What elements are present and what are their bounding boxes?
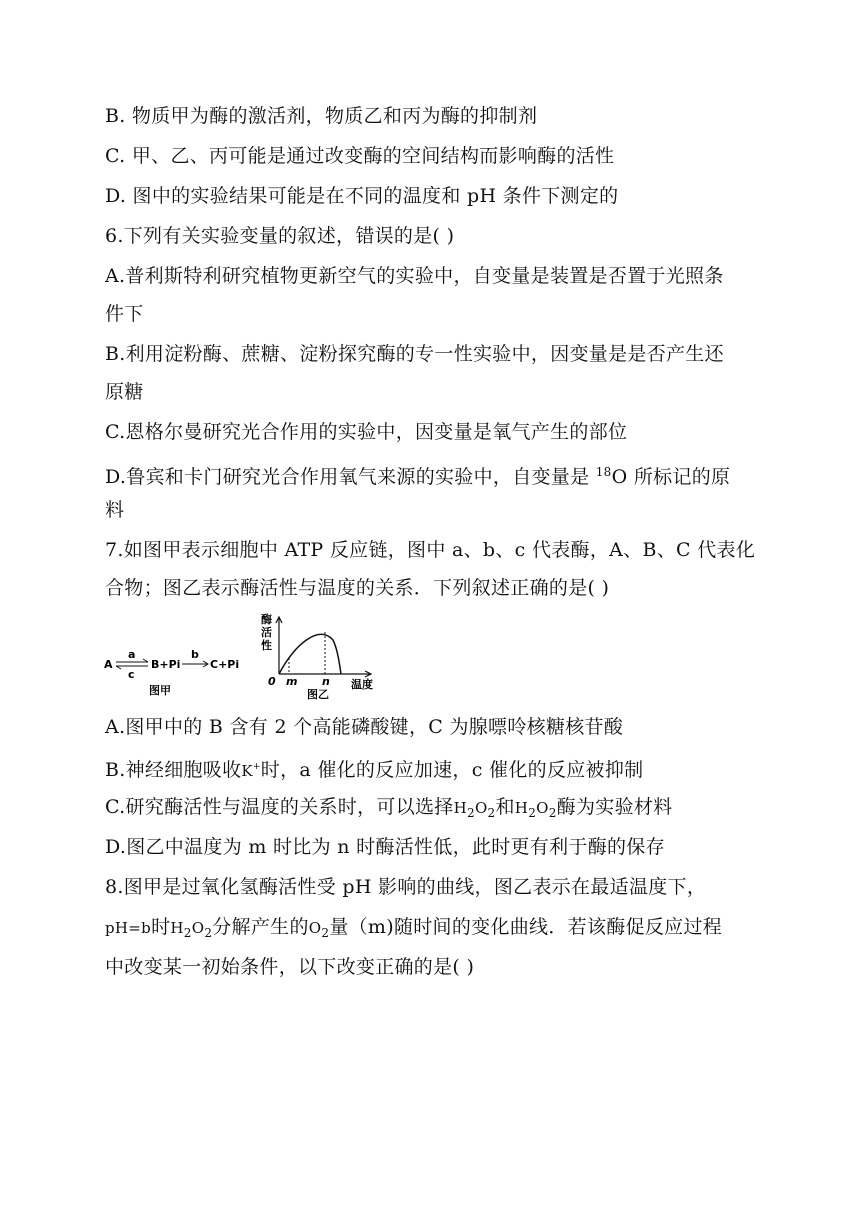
q5-option-c: C. 甲、乙、丙可能是通过改变酶的空间结构而影响酶的活性 [105, 145, 615, 167]
q6-option-d: D.鲁宾和卡门研究光合作用氧气来源的实验中，自变量是 $^{18}$O 所标记的原 [105, 465, 731, 488]
q6-option-a-cont: 件下 [105, 303, 144, 325]
q8-stem-line1: 8.图甲是过氧化氢酶活性受 pH 影响的曲线，图乙表示在最适温度下， [105, 876, 707, 898]
q7-option-b: B.神经细胞吸收K+时，a 催化的反应加速，c 催化的反应被抑制 [105, 759, 644, 781]
fig-yi-ylabel-1: 酶 [261, 613, 272, 626]
q6-stem: 6.下列有关实验变量的叙述，错误的是( ) [105, 225, 455, 247]
q6-option-d-cont: 料 [105, 499, 125, 521]
q7-option-c: C.研究酶活性与温度的关系时，可以选择$H_2O_2$和$H_2O_2$酶为实验材料 [105, 796, 673, 820]
fig-yi-m: m [286, 675, 298, 688]
q7-stem-line1: 7.如图甲表示细胞中 ATP 反应链，图中 a、b、c 代表酶，A、B、C 代表化 [105, 539, 756, 561]
fig-yi-ylabel-2: 活 [261, 626, 272, 639]
q5-option-b: B. 物质甲为酶的激活剂，物质乙和丙为酶的抑制剂 [105, 105, 538, 127]
fig-yi-curve [279, 634, 341, 674]
fig-jia-enzyme-b: b [191, 648, 199, 661]
q6-option-b-cont: 原糖 [105, 381, 144, 403]
fig-yi-xlabel: 温度 [351, 678, 373, 691]
fig-yi-origin: 0 [268, 675, 276, 688]
fig-yi-ylabel-3: 性 [261, 639, 272, 652]
fig-jia-C-Pi: C+Pi [210, 658, 240, 671]
fig-jia-B-Pi: B+Pi [151, 658, 181, 671]
fig-jia-enzyme-a: a [128, 648, 136, 661]
q7-stem-line2: 合物；图乙表示酶活性与温度的关系．下列叙述正确的是( ) [105, 577, 610, 599]
q8-stem-line3: 中改变某一初始条件，以下改变正确的是( ) [105, 956, 475, 978]
q7-option-a: A.图甲中的 B 含有 2 个高能磷酸键，C 为腺嘌呤核糖核苷酸 [105, 716, 624, 738]
fig-jia-A: A [104, 658, 113, 671]
q6-option-b: B.利用淀粉酶、蔗糖、淀粉探究酶的专一性实验中，因变量是是否产生还 [105, 343, 724, 365]
fig-jia-enzyme-c: c [128, 668, 135, 681]
q8-stem-line2: pH=b时$H_2O_2$分解产生的$O_2$量（m)随时间的变化曲线．若该酶促反应过程 [105, 916, 723, 940]
figure-yi [255, 610, 385, 700]
figure-jia [102, 645, 242, 700]
fig-yi-n: n [322, 675, 330, 688]
q5-option-d: D. 图中的实验结果可能是在不同的温度和 pH 条件下测定的 [105, 185, 619, 207]
fig-yi-caption: 图乙 [307, 688, 329, 700]
q6-option-c: C.恩格尔曼研究光合作用的实验中，因变量是氧气产生的部位 [105, 421, 628, 443]
q6-option-a: A.普利斯特利研究植物更新空气的实验中，自变量是装置是否置于光照条 [105, 265, 724, 287]
q7-option-d: D.图乙中温度为 m 时比为 n 时酶活性低，此时更有利于酶的保存 [105, 836, 665, 858]
fig-jia-caption: 图甲 [149, 684, 171, 697]
